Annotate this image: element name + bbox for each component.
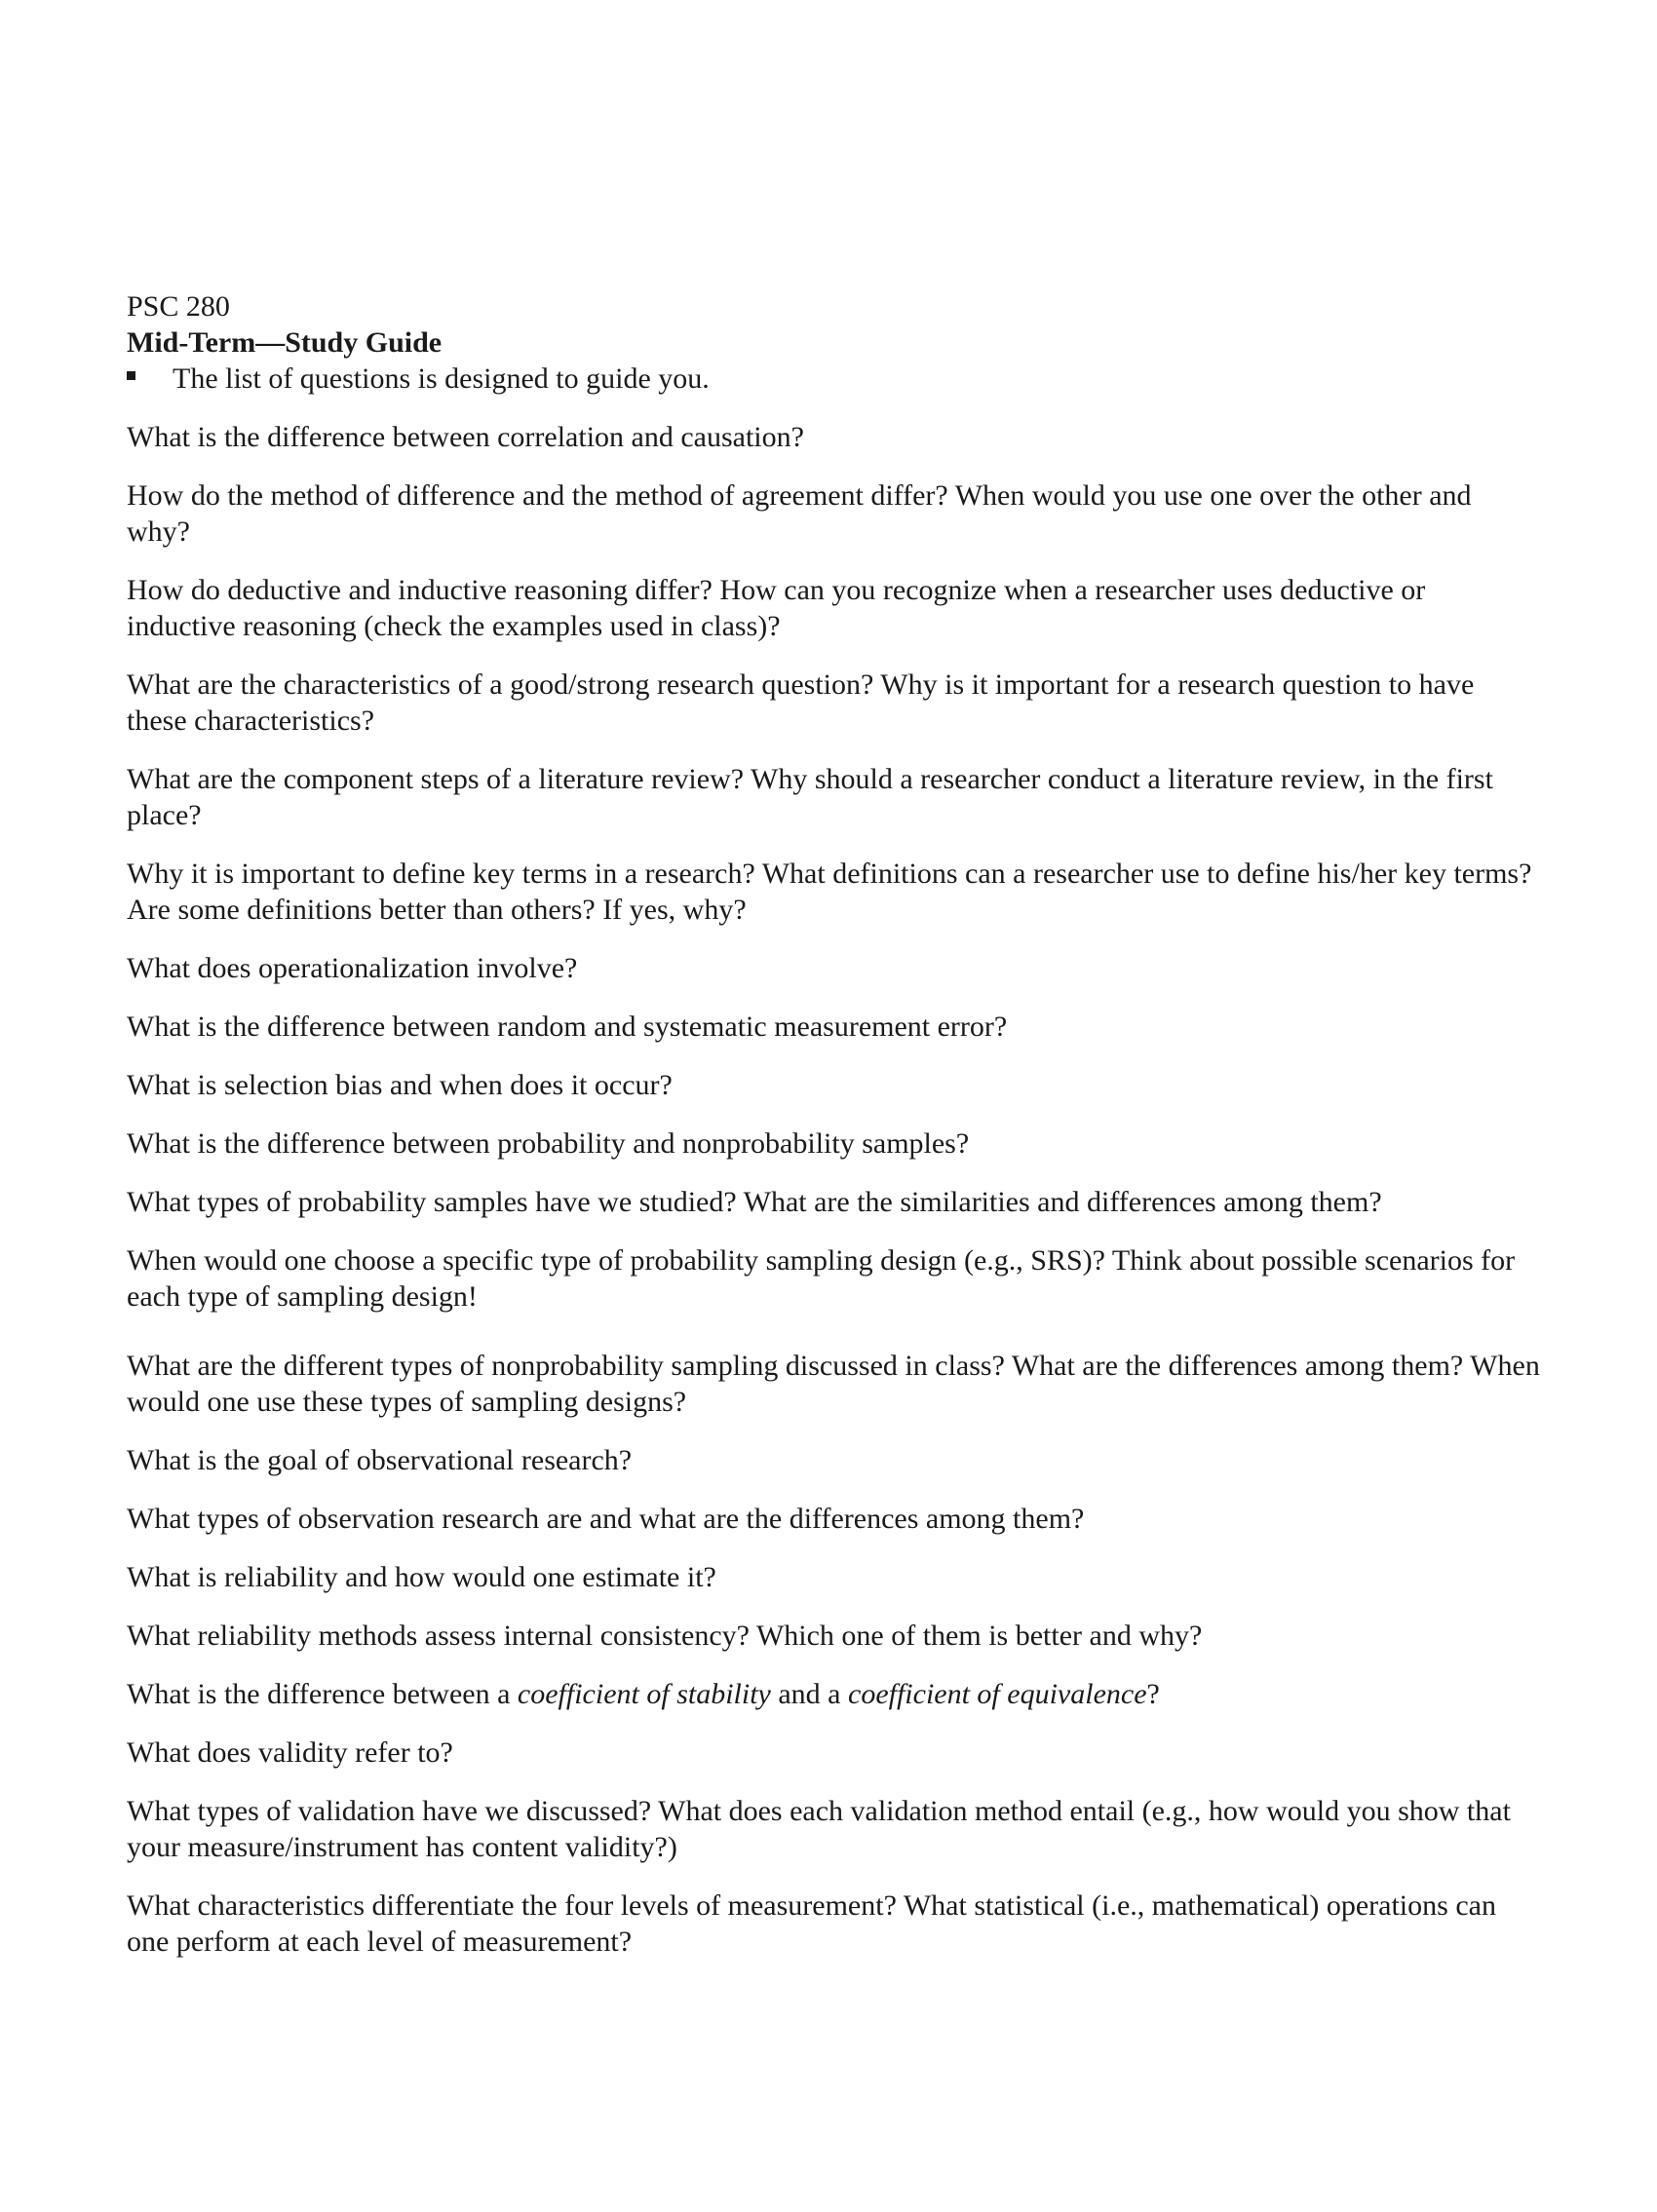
question-item: What types of validation have we discussed? What does each validation method entail (e.g., how would you show that your measure/instrument has content validity?) [127, 1795, 1511, 1863]
intro-bullet-item [127, 361, 1540, 397]
question-text: ? [1146, 1678, 1160, 1710]
question-item: What are the characteristics of a good/strong research question? Why is it important for a research question to have these characteristics? [127, 668, 1475, 737]
question-item: What are the different types of nonprobability sampling discussed in class? What are the differences among them? When would one use these types of sampling designs? [127, 1350, 1540, 1418]
question-item: What types of probability samples have we studied? What are the similarities and differences among them? [127, 1186, 1382, 1218]
document-title: Mid-Term—Study Guide [127, 326, 443, 359]
emphasized-term: coefficient of equivalence [848, 1678, 1147, 1710]
question-item: What reliability methods assess internal consistency? Which one of them is better and why? [127, 1620, 1203, 1652]
question-text: What is the difference between a [127, 1678, 518, 1710]
question-item: How do deductive and inductive reasoning differ? How can you recognize when a researcher uses deductive or inductive reasoning (check the examples used in class)? [127, 574, 1426, 642]
document-content [127, 288, 1540, 1982]
question-item: When would one choose a specific type of probability sampling design (e.g., SRS)? Think about possible scenarios for each type of sampling design! [127, 1244, 1516, 1313]
question-item: What does validity refer to? [127, 1736, 453, 1769]
square-bullet-icon [127, 371, 135, 380]
course-code: PSC 280 [127, 290, 230, 323]
question-item: What types of observation research are and what are the differences among them? [127, 1503, 1085, 1535]
intro-list [127, 361, 1540, 397]
question-item: What is the goal of observational research? [127, 1444, 633, 1476]
question-item: What does operationalization involve? [127, 952, 578, 984]
emphasized-term: coefficient of stability [517, 1678, 771, 1710]
question-item: What is selection bias and when does it occur? [127, 1069, 673, 1101]
question-item: What is reliability and how would one estimate it? [127, 1561, 716, 1593]
question-item: What is the difference between random and systematic measurement error? [127, 1011, 1008, 1043]
question-item: Why it is important to define key terms in a research? What definitions can a researcher use to define his/her key terms? Are some definitions better than others? If yes, why? [127, 858, 1532, 926]
question-item: What is the difference between correlation and causation? [127, 421, 804, 453]
question-text: and a [770, 1678, 848, 1710]
question-item: What are the component steps of a literature review? Why should a researcher conduct a literature review, in the first place? [127, 763, 1493, 831]
question-item: What is the difference between probability and nonprobability samples? [127, 1127, 970, 1160]
question-list [127, 419, 1540, 1960]
question-item-coefficients [127, 1676, 1540, 1712]
question-item: How do the method of difference and the method of agreement differ? When would you use one over the other and why? [127, 479, 1472, 548]
intro-bullet-text: The list of questions is designed to guide you. [173, 362, 710, 395]
question-item: What characteristics differentiate the four levels of measurement? What statistical (i.e., mathematical) operations can one perform at each level of measurement? [127, 1889, 1496, 1958]
